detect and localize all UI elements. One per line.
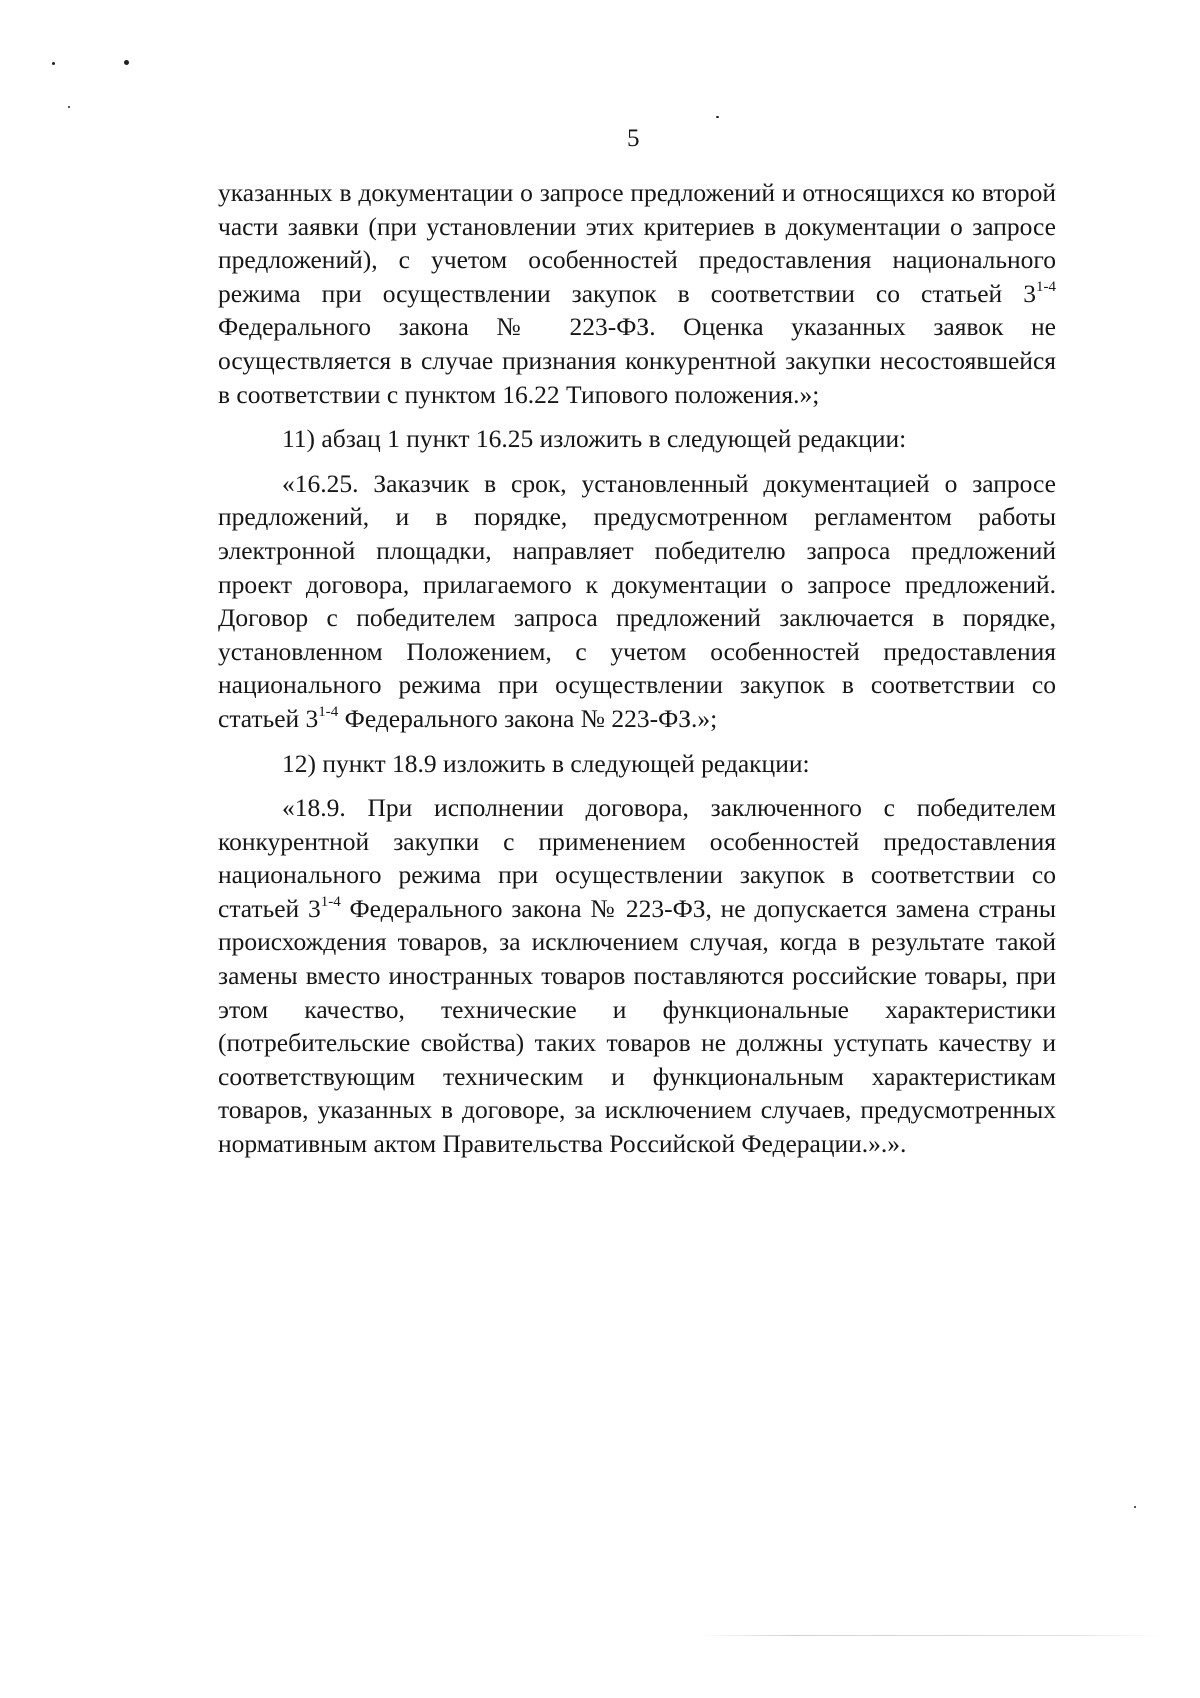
superscript: 1-4	[320, 893, 341, 910]
scan-edge-line	[700, 1635, 1160, 1636]
item-11-heading: 11) абзац 1 пункт 16.25 изложить в следующей редакции:	[282, 424, 907, 454]
paragraph-text: Федерального закона № 223-ФЗ.»;	[338, 703, 718, 733]
scan-speck	[1134, 1506, 1136, 1508]
document-body	[218, 176, 1056, 1161]
paragraph-16-25	[218, 467, 1056, 736]
scan-speck	[716, 116, 719, 118]
page-number: 5	[627, 125, 640, 152]
paragraph-text: «16.25. Заказчик в срок, установленный документацией о запросе предложений, и в порядке, предусмотренном регламентом работы электронной площадки, направляет победителю запроса предложений проект договора, прилагаемого к документации о запросе предложений. Договор с победителем запроса предложений заключается в порядке, установленном Положением, с учетом особенностей предоставления национального режима при осуществлении закупок в соответствии со статьей 3	[218, 468, 1056, 733]
paragraph-text: Федерального закона № 223-ФЗ. Оценка указанных заявок не осуществляется в случае признания конкурентной закупки несостоявшейся в соответствии с пунктом 16.22 Типового положения.»;	[218, 312, 1056, 409]
scan-speck	[52, 62, 55, 65]
scan-speck	[68, 106, 70, 108]
item-12-heading: 12) пункт 18.9 изложить в следующей редакции:	[282, 748, 810, 778]
scan-speck	[124, 60, 129, 65]
paragraph-text: Федерального закона № 223-ФЗ, не допускается замена страны происхождения товаров, за исключением случая, когда в результате такой замены вместо иностранных товаров поставляются российские товары, при этом качество, технические и функциональные характеристики (потребительские свойства) таких товаров не должны уступать качеству и соответствующим техническим и функциональным характеристикам товаров, указанных в договоре, за исключением случаев, предусмотренных нормативным актом Правительства Российской Федерации.».».	[218, 893, 1056, 1159]
paragraph-continuation	[218, 176, 1056, 411]
paragraph-text: «18.9. При исполнении договора, заключенного с победителем конкурентной закупки с применением особенностей предоставления национального режима при осуществлении закупок в соответствии со статьей 3	[218, 793, 1056, 923]
paragraph-text: указанных в документации о запросе предложений и относящихся ко второй части заявки (при установлении этих критериев в документации о запросе предложений), с учетом особенностей предоставления национального режима при осуществлении закупок в соответствии со статьей 3	[218, 178, 1056, 308]
superscript: 1-4	[1036, 278, 1056, 295]
paragraph-18-9	[218, 791, 1056, 1161]
superscript: 1-4	[318, 703, 339, 720]
